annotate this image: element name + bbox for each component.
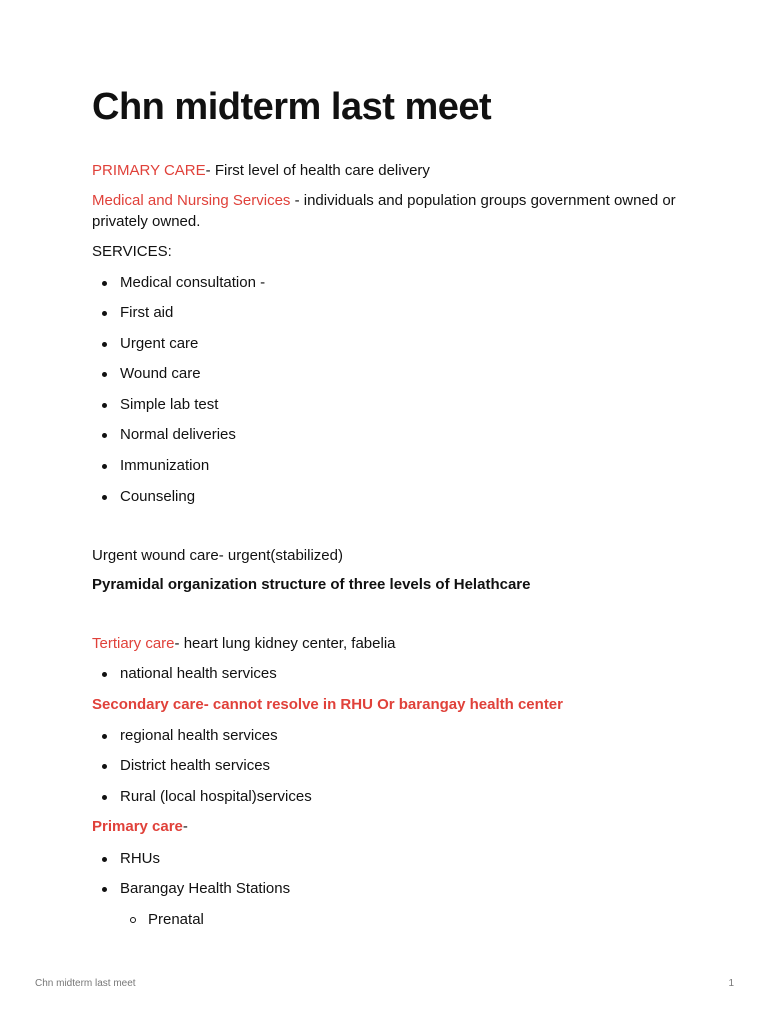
medical-nursing-definition [92, 190, 682, 232]
primary-care-text: - First level of health care delivery [205, 162, 430, 179]
primary-care-section-text: - [182, 818, 188, 835]
primary-care-section-label: Primary care [92, 818, 183, 835]
medical-nursing-text: - individuals and population groups government owned or privately owned. [92, 192, 676, 230]
primary-care-label: PRIMARY CARE [92, 162, 206, 179]
tertiary-care-label: Tertiary care [92, 635, 175, 652]
tertiary-care-text: - heart lung kidney center, fabelia [174, 635, 396, 652]
page-number: 1 [728, 978, 734, 989]
footer-title: Chn midterm last meet [35, 978, 136, 989]
urgent-wound-care-note: Urgent wound care- urgent(stabilized) [92, 547, 343, 564]
pyramid-heading: Pyramidal organization structure of three levels of Helathcare [92, 576, 531, 593]
services-heading: SERVICES: [92, 243, 172, 260]
medical-nursing-label: Medical and Nursing Services [92, 192, 291, 209]
page-title: Chn midterm last meet [92, 86, 492, 128]
primary-care-definition [92, 160, 430, 181]
primary-care-line [92, 816, 188, 837]
secondary-care-label: Secondary care- cannot resolve in RHU Or barangay health center [92, 696, 563, 713]
tertiary-care-line [92, 633, 396, 654]
